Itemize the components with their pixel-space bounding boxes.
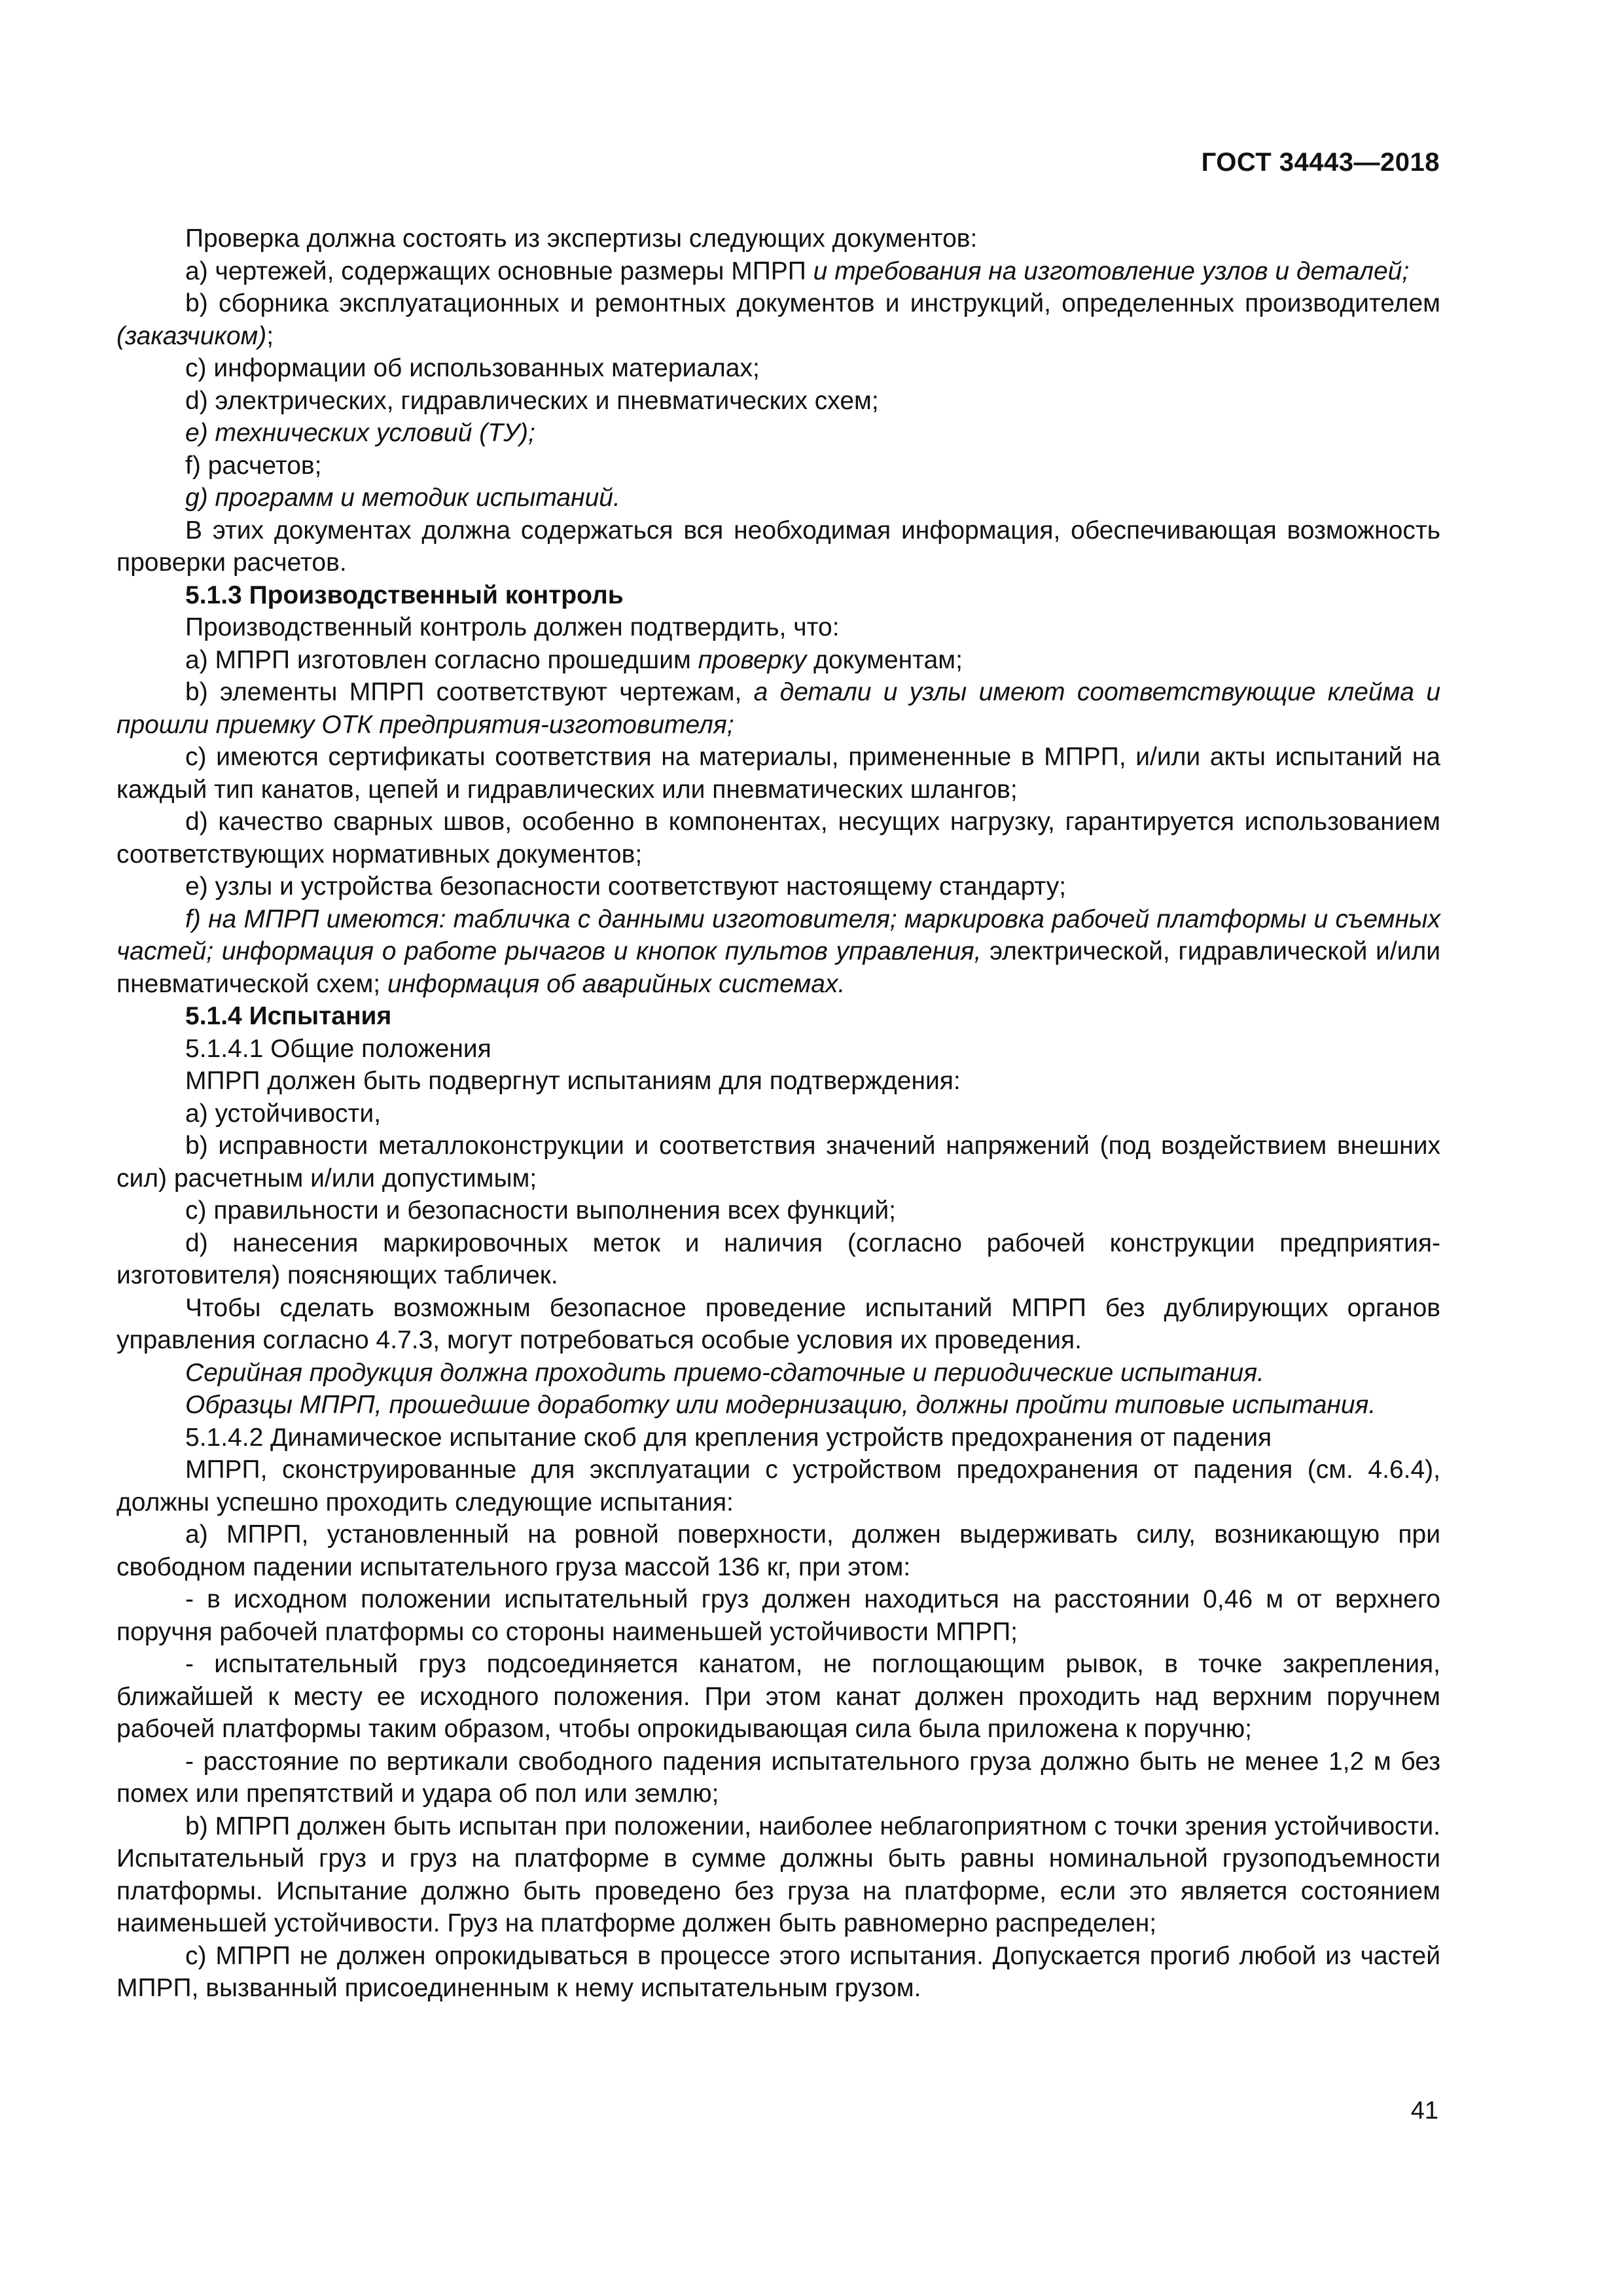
paragraph-p17	[116, 903, 1440, 1001]
paragraph-p32	[116, 1648, 1440, 1746]
paragraph-p10	[116, 579, 1440, 612]
text-run: с) правильности и безопасности выполнения всех функций;	[185, 1196, 897, 1225]
text-run: Образцы МПРП, прошедшие доработку или модернизацию, должны пройти типовые испытания.	[185, 1391, 1376, 1419]
text-run: с) МПРП не должен опрокидываться в процессе этого испытания. Допускается прогиб любой из частей МПРП, вызванный присоединенным к нему испытательным грузом.	[116, 1941, 1440, 2002]
text-run: проверку	[698, 645, 807, 674]
paragraph-p16	[116, 870, 1440, 903]
paragraph-p26	[116, 1357, 1440, 1390]
text-run: электрической, гидравлической и/или пневматической схем;	[116, 937, 1440, 998]
text-run: - в исходном положении испытательный груз должен находиться на расстоянии 0,46 м от верхнего поручня рабочей платформы со стороны наименьшей устойчивости МПРП;	[116, 1585, 1440, 1646]
text-run: b) МПРП должен быть испытан при положении, наиболее неблагоприятном с точки зрения устойчивости. Испытательный груз и груз на платформе в сумме должны быть равны номинальной грузоподъемности платформы. Испытание должно быть проведено без груза на платформе, если это является состоянием наименьшей устойчивости. Груз на платформе должен быть равномерно распределен;	[116, 1812, 1440, 1937]
paragraph-p31	[116, 1583, 1440, 1648]
text-run: а детали и узлы имеют соответствующие клейма и прошли приемку ОТК предприятия-изготовителя;	[116, 678, 1441, 739]
text-run: - испытательный груз подсоединяется канатом, не поглощающим рывок, в точке закрепления, ближайшей к месту ее исходного положения. При этом канат должен проходить над верхним поручнем рабочей платформы таким образом, чтобы опрокидывающая сила была приложена к поручню;	[116, 1650, 1440, 1743]
text-run: d) электрических, гидравлических и пневматических схем;	[185, 386, 879, 415]
paragraph-p34	[116, 1810, 1440, 1940]
paragraph-p33	[116, 1746, 1440, 1810]
paragraph-p01	[116, 223, 1440, 255]
text-run: а) устойчивости,	[185, 1099, 382, 1128]
paragraph-p25	[116, 1292, 1440, 1357]
text-run: b) сборника эксплуатационных и ремонтных документов и инструкций, определенных производителем	[185, 289, 1440, 317]
paragraph-p13	[116, 676, 1440, 741]
paragraph-p21	[116, 1098, 1440, 1130]
paragraph-p30	[116, 1518, 1440, 1583]
text-run: с) информации об использованных материалах;	[185, 354, 760, 382]
text-run: а) чертежей, содержащих основные размеры МПРП	[185, 257, 813, 285]
paragraph-p18	[116, 1000, 1440, 1033]
paragraph-p12	[116, 644, 1440, 677]
text-run: а) МПРП, установленный на ровной поверхности, должен выдерживать силу, возникающую при свободном падении испытательного груза массой 136 кг, при этом:	[116, 1520, 1440, 1581]
text-run: Проверка должна состоять из экспертизы следующих документов:	[185, 224, 978, 253]
text-run: - расстояние по вертикали свободного падения испытательного груза должно быть не менее 1,2 м без помех или препятствий и удара об пол или землю;	[116, 1747, 1440, 1808]
paragraph-p29	[116, 1454, 1440, 1518]
paragraph-p11	[116, 611, 1440, 644]
text-run: d) нанесения маркировочных меток и наличия (согласно рабочей конструкции предприятия-изготовителя) поясняющих табличек.	[116, 1229, 1440, 1289]
text-run: f) расчетов;	[185, 451, 322, 480]
paragraph-p02	[116, 255, 1440, 288]
text-run: g) программ и методик испытаний.	[185, 484, 620, 512]
text-run: Серийная продукция должна проходить приемо-сдаточные и периодические испытания.	[185, 1358, 1264, 1387]
paragraph-p23	[116, 1194, 1440, 1227]
text-run: b) элементы МПРП соответствуют чертежам,	[185, 678, 754, 706]
paragraph-p28	[116, 1422, 1440, 1454]
text-run: Чтобы сделать возможным безопасное проведение испытаний МПРП без дублирующих органов управления согласно 4.7.3, могут потребоваться особые условия их проведения.	[116, 1293, 1440, 1354]
paragraph-p14	[116, 741, 1440, 806]
document-body	[116, 223, 1440, 2005]
text-run: с) имеются сертификаты соответствия на материалы, примененные в МПРП, и/или акты испытаний на каждый тип канатов, цепей и гидравлических или пневматических шлангов;	[116, 743, 1440, 804]
text-run: документам;	[806, 645, 963, 674]
paragraph-p08	[116, 482, 1440, 514]
paragraph-p05	[116, 385, 1440, 418]
paragraph-p35	[116, 1940, 1440, 2005]
paragraph-p27	[116, 1389, 1440, 1422]
paragraph-p24	[116, 1227, 1440, 1292]
text-run: b) исправности металлоконструкции и соответствия значений напряжений (под воздействием внешних сил) расчетным и/или допустимым;	[116, 1132, 1440, 1193]
paragraph-p19	[116, 1033, 1440, 1066]
text-run: МПРП должен быть подвергнут испытаниям для подтверждения:	[185, 1067, 961, 1095]
paragraph-p15	[116, 806, 1440, 870]
paragraph-p07	[116, 450, 1440, 482]
text-run: информация об аварийных системах.	[387, 969, 846, 998]
text-run: е) технических условий (ТУ);	[185, 419, 535, 447]
page-number: 41	[1410, 2097, 1438, 2125]
paragraph-p06	[116, 417, 1440, 450]
document-code-header: ГОСТ 34443—2018	[1201, 148, 1440, 177]
paragraph-p22	[116, 1130, 1440, 1194]
text-run: 5.1.4 Испытания	[185, 1002, 392, 1030]
text-run: е) узлы и устройства безопасности соответствуют настоящему стандарту;	[185, 872, 1067, 901]
text-run: 5.1.4.2 Динамическое испытание скоб для крепления устройств предохранения от падения	[185, 1423, 1272, 1452]
text-run: 5.1.4.1 Общие положения	[185, 1034, 491, 1063]
text-run: МПРП, сконструированные для эксплуатации с устройством предохранения от падения (см. 4.6.4), должны успешно проходить следующие испытания:	[116, 1456, 1440, 1516]
text-run: ;	[266, 321, 274, 350]
paragraph-p20	[116, 1065, 1440, 1098]
text-run: и требования на изготовление узлов и деталей;	[813, 257, 1410, 285]
paragraph-p04	[116, 352, 1440, 385]
paragraph-p03	[116, 287, 1440, 352]
text-run: f) на МПРП имеются: табличка с данными изготовителя; маркировка рабочей платформы и съемных частей; информация о работе рычагов и кнопок пультов управления,	[116, 905, 1440, 965]
text-run: 5.1.3 Производственный контроль	[185, 581, 624, 609]
text-run: (заказчиком)	[116, 321, 267, 350]
text-run: а) МПРП изготовлен согласно прошедшим	[185, 645, 698, 674]
paragraph-p09	[116, 514, 1440, 579]
text-run: В этих документах должна содержаться вся необходимая информация, обеспечивающая возможность проверки расчетов.	[116, 516, 1440, 577]
text-run: d) качество сварных швов, особенно в компонентах, несущих нагрузку, гарантируется использованием соответствующих нормативных документов;	[116, 808, 1440, 869]
text-run: Производственный контроль должен подтвердить, что:	[185, 613, 840, 641]
